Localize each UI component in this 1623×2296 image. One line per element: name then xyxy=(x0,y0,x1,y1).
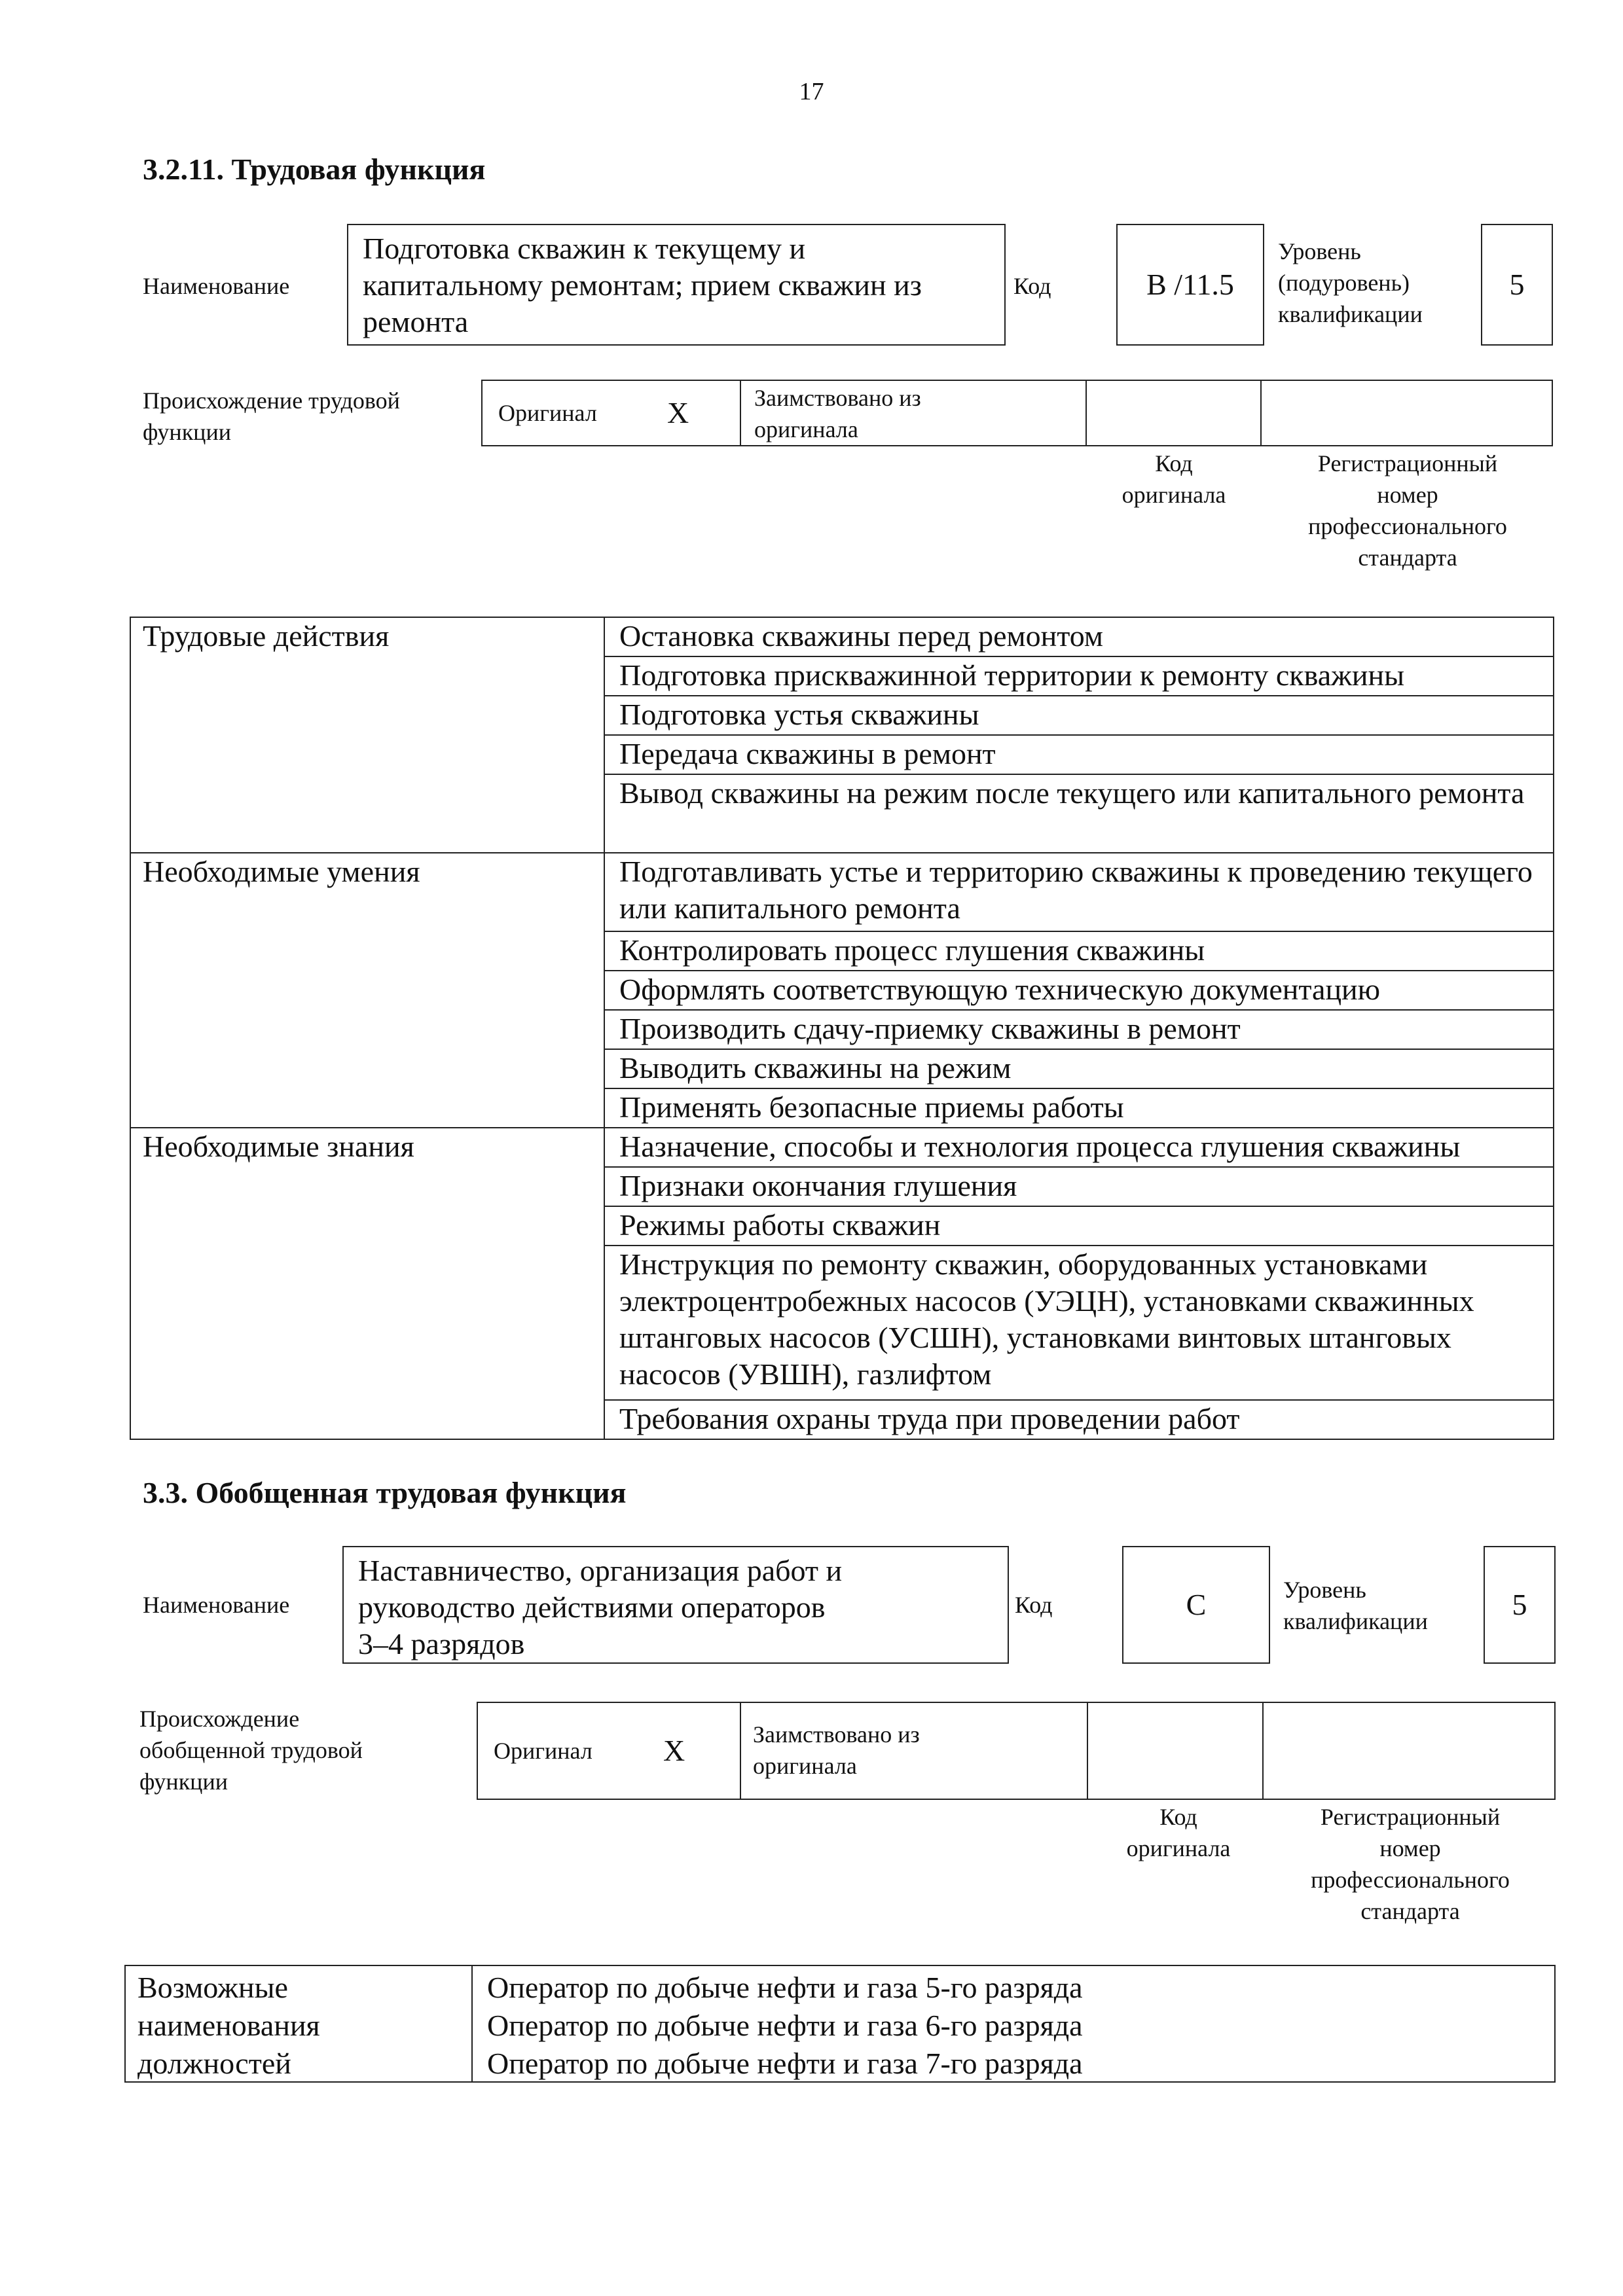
level-value: 5 xyxy=(1484,1546,1556,1664)
code-original-caption xyxy=(1090,1801,1267,1864)
caption-line: номер xyxy=(1377,482,1438,508)
positions-label xyxy=(137,1969,320,2083)
origin-label-line: обобщенной трудовой xyxy=(139,1737,363,1763)
level-label-line: Уровень xyxy=(1278,238,1361,264)
origin-label-line: Происхождение трудовой xyxy=(143,387,400,414)
original-label: Оригинал xyxy=(494,1738,593,1764)
divider xyxy=(1085,381,1087,445)
function-name-box xyxy=(347,224,1006,346)
origin-label-line: Происхождение xyxy=(139,1706,300,1732)
function-name-line: Наставничество, организация работ и xyxy=(358,1554,843,1587)
level-label xyxy=(1283,1574,1428,1637)
code-value: B /11.5 xyxy=(1116,224,1264,346)
level-label-line: квалификации xyxy=(1278,301,1423,327)
caption-line: оригинала xyxy=(1122,482,1226,508)
positions-list xyxy=(487,1969,1083,2083)
caption-line: Код xyxy=(1159,1804,1197,1830)
caption-line: оригинала xyxy=(1126,1835,1231,1861)
caption-line: профессионального xyxy=(1311,1867,1510,1893)
table-cell: Производить сдачу-приемку скважины в ремонт xyxy=(604,1010,1554,1049)
section-heading-3-2-11: 3.2.11. Трудовая функция xyxy=(143,152,486,186)
table-row xyxy=(130,617,1554,656)
generalized-function-name-box xyxy=(342,1546,1009,1664)
group-label: Трудовые действия xyxy=(130,617,604,853)
divider xyxy=(740,1703,741,1799)
list-item: Оператор по добыче нефти и газа 5-го разряда xyxy=(487,1971,1083,2004)
code-value: C xyxy=(1122,1546,1270,1664)
positions-table xyxy=(124,1965,1556,2083)
caption-line: Регистрационный xyxy=(1320,1804,1501,1830)
name-label: Наименование xyxy=(143,1592,290,1618)
table-row xyxy=(130,853,1554,931)
table-row xyxy=(130,1128,1554,1167)
borrowed-label-line: оригинала xyxy=(753,1753,857,1779)
original-mark: X xyxy=(667,396,689,429)
divider xyxy=(1262,1703,1264,1799)
group-label: Необходимые умения xyxy=(130,853,604,1128)
positions-label-line: Возможные xyxy=(137,1971,288,2004)
origin-label-line: функции xyxy=(143,419,231,445)
caption-line: Регистрационный xyxy=(1317,450,1498,476)
table-cell: Применять безопасные приемы работы xyxy=(604,1088,1554,1128)
caption-line: стандарта xyxy=(1360,1898,1460,1924)
table-cell: Контролировать процесс глушения скважины xyxy=(604,931,1554,971)
name-label: Наименование xyxy=(143,273,290,299)
table-cell: Подготовка устья скважины xyxy=(604,696,1554,735)
table-cell: Передача скважины в ремонт xyxy=(604,735,1554,774)
group-label: Необходимые знания xyxy=(130,1128,604,1439)
function-name-line: Подготовка скважин к текущему и xyxy=(363,232,806,265)
borrowed-label xyxy=(753,1719,920,1782)
table-cell: Вывод скважины на режим после текущего или капитального ремонта xyxy=(604,774,1554,853)
table-cell: Инструкция по ремонту скважин, оборудованных установками электроцентробежных насосов (УЭЦН), установками скважинных штанговых насосов (УСШН), установками винтовых штанговых насосов (УВШН), газлифтом xyxy=(604,1246,1554,1400)
table-cell: Требования охраны труда при проведении работ xyxy=(604,1400,1554,1439)
borrowed-label-line: оригинала xyxy=(754,416,858,442)
code-label: Код xyxy=(1015,1592,1053,1618)
table-cell: Режимы работы скважин xyxy=(604,1206,1554,1246)
borrowed-label-line: Заимствовано из xyxy=(753,1721,920,1748)
origin-label xyxy=(139,1703,363,1797)
labor-function-table xyxy=(130,617,1554,1440)
divider xyxy=(740,381,741,445)
function-name-line: руководство действиями операторов xyxy=(358,1590,826,1624)
caption-line: Код xyxy=(1155,450,1193,476)
divider xyxy=(1087,1703,1088,1799)
level-label xyxy=(1278,236,1423,330)
origin-label xyxy=(143,385,400,448)
function-name-line: 3–4 разрядов xyxy=(358,1627,525,1660)
table-cell: Выводить скважины на режим xyxy=(604,1049,1554,1088)
positions-label-line: должностей xyxy=(137,2047,291,2080)
section-heading-3-3: 3.3. Обобщенная трудовая функция xyxy=(143,1476,627,1509)
positions-label-line: наименования xyxy=(137,2009,320,2042)
function-name-line: капитальному ремонтам; прием скважин из xyxy=(363,268,922,302)
code-label: Код xyxy=(1013,273,1051,299)
registration-number-caption xyxy=(1265,1801,1556,1927)
function-name-line: ремонта xyxy=(363,305,469,338)
caption-line: стандарта xyxy=(1358,545,1457,571)
code-original-caption xyxy=(1085,448,1262,511)
level-label-line: (подуровень) xyxy=(1278,270,1410,296)
level-value: 5 xyxy=(1481,224,1553,346)
caption-line: номер xyxy=(1379,1835,1441,1861)
page-number: 17 xyxy=(799,78,824,105)
origin-label-line: функции xyxy=(139,1768,228,1795)
original-label: Оригинал xyxy=(498,400,597,426)
divider xyxy=(1260,381,1262,445)
table-cell: Подготовка прискважинной территории к ремонту скважины xyxy=(604,656,1554,696)
level-label-line: квалификации xyxy=(1283,1608,1428,1634)
table-cell: Признаки окончания глушения xyxy=(604,1167,1554,1206)
origin-table xyxy=(477,1702,1556,1800)
borrowed-label-line: Заимствовано из xyxy=(754,385,921,411)
original-mark: X xyxy=(663,1734,685,1767)
divider xyxy=(471,1966,473,2081)
registration-number-caption xyxy=(1262,448,1553,573)
origin-table xyxy=(481,380,1553,446)
table-cell: Остановка скважины перед ремонтом xyxy=(604,617,1554,656)
table-cell: Назначение, способы и технология процесса глушения скважины xyxy=(604,1128,1554,1167)
borrowed-label xyxy=(754,382,921,445)
list-item: Оператор по добыче нефти и газа 6-го разряда xyxy=(487,2009,1083,2042)
level-label-line: Уровень xyxy=(1283,1577,1366,1603)
table-cell: Подготавливать устье и территорию скважины к проведению текущего или капитального ремонта xyxy=(604,853,1554,931)
list-item: Оператор по добыче нефти и газа 7-го разряда xyxy=(487,2047,1083,2080)
caption-line: профессионального xyxy=(1308,513,1507,539)
table-cell: Оформлять соответствующую техническую документацию xyxy=(604,971,1554,1010)
